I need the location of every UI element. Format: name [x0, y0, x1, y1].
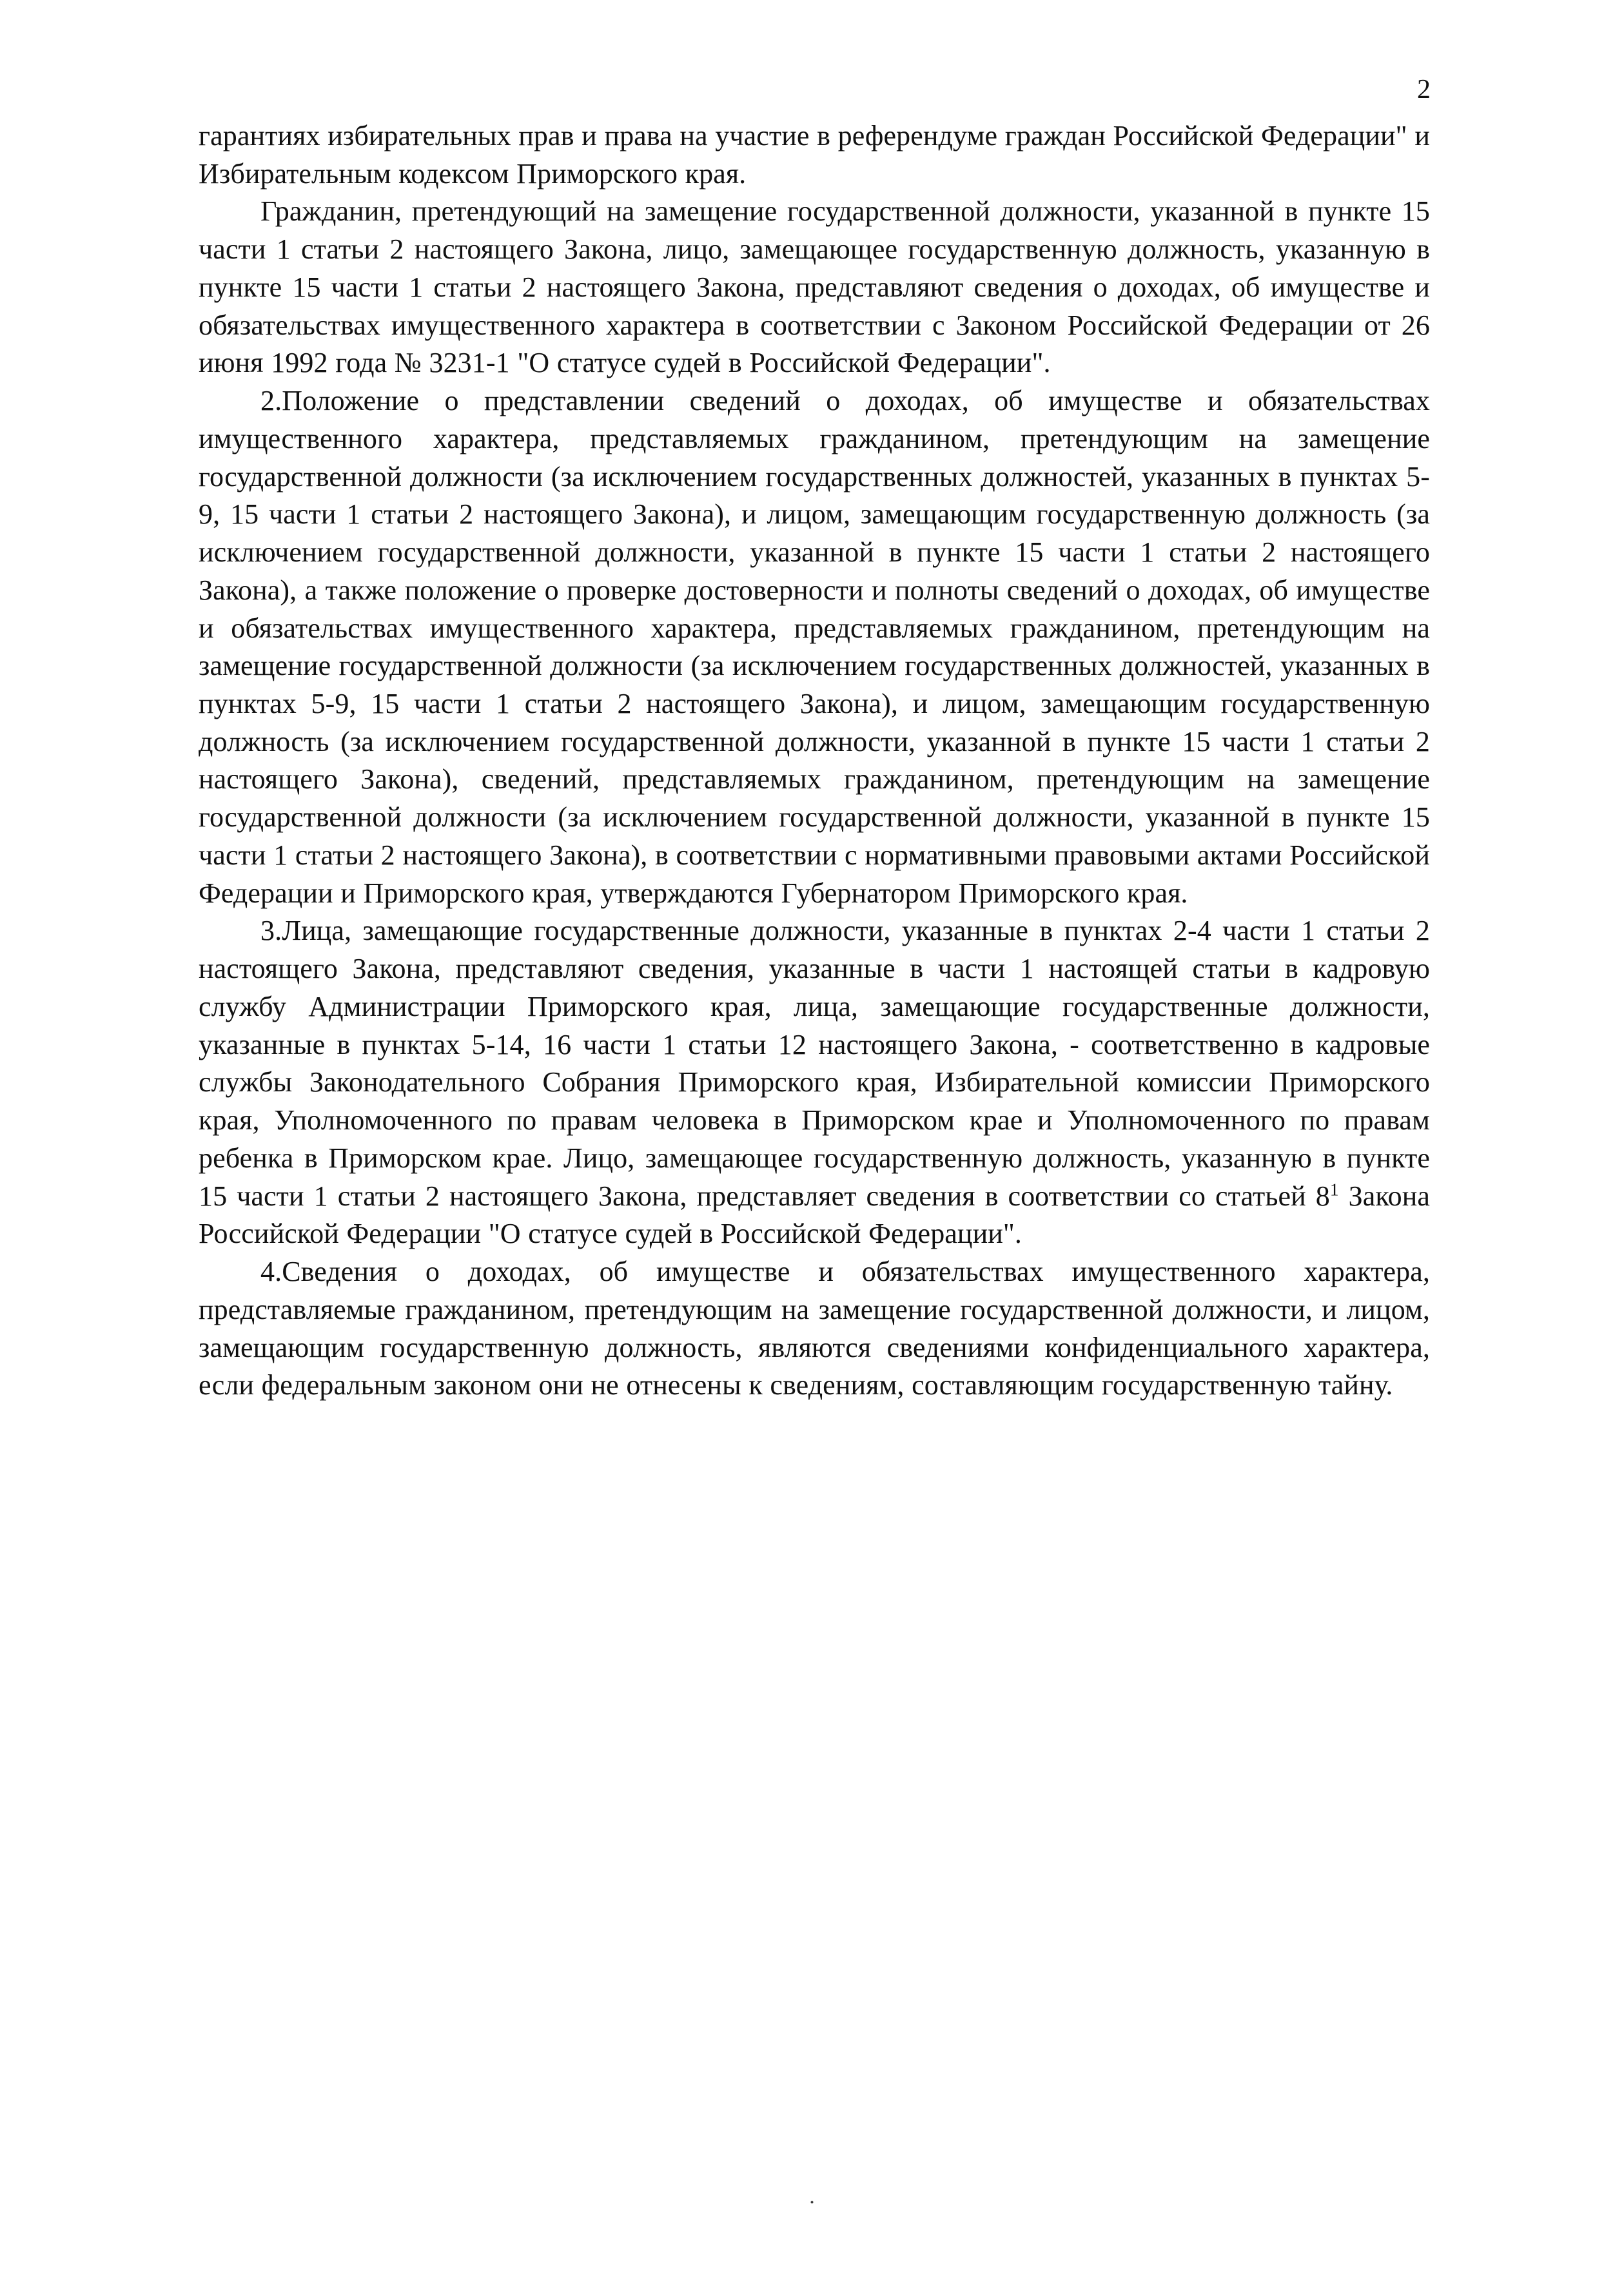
paragraph-citizen-declaration: Гражданин, претендующий на замещение государственной должности, указанной в пункте 15 части 1 статьи 2 настоящего Закона, лицо, замещающее государственную должность, указанную в пункте 15 части 1 статьи 2 настоящего Закона, представляют сведения о доходах, об имуществе и обязательствах имущественного характера в соответствии с Законом Российской Федерации от 26 июня 1992 года № 3231-1 "О статусе судей в Российской Федерации".: [199, 195, 1430, 379]
paragraph-continuation: гарантиях избирательных прав и права на участие в референдуме граждан Российской Федерации" и Избирательным кодексом Приморского края.: [199, 120, 1430, 190]
footnote-superscript: 1: [1329, 1179, 1339, 1199]
footer-mark: .: [809, 2185, 815, 2208]
page-number: 2: [1417, 75, 1431, 104]
paragraph-clause-3: [199, 912, 1430, 1253]
paragraph-clause-4: 4.Сведения о доходах, об имуществе и обязательствах имущественного характера, представляемые гражданином, претендующим на замещение государственной должности, и лицом, замещающим государственную должность, являются сведениями конфиденциального характера, если федеральным законом они не отнесены к сведениям, составляющим государственную тайну.: [199, 1256, 1430, 1401]
clause-3-text-part-2: Закона Российской Федерации "О статусе судей в Российской Федерации".: [199, 1180, 1430, 1250]
paragraph-clause-2: 2.Положение о представлении сведений о доходах, об имуществе и обязательствах имущественного характера, представляемых гражданином, претендующим на замещение государственной должности (за исключением государственных должностей, указанных в пунктах 5-9, 15 части 1 статьи 2 настоящего Закона), и лицом, замещающим государственную должность (за исключением государственной должности, указанной в пункте 15 части 1 статьи 2 настоящего Закона), а также положение о проверке достоверности и полноты сведений о доходах, об имуществе и обязательствах имущественного характера, представляемых гражданином, претендующим на замещение государственной должности (за исключением государственных должностей, указанных в пунктах 5-9, 15 части 1 статьи 2 настоящего Закона), и лицом, замещающим государственную должность (за исключением государственной должности, указанной в пункте 15 части 1 статьи 2 настоящего Закона), сведений, представляемых гражданином, претендующим на замещение государственной должности (за исключением государственной должности, указанной в пункте 15 части 1 статьи 2 настоящего Закона), в соответствии с нормативными правовыми актами Российской Федерации и Приморского края, утверждаются Губернатором Приморского края.: [199, 385, 1430, 909]
document-body: [199, 117, 1430, 1405]
clause-3-text-part-1: 3.Лица, замещающие государственные должности, указанные в пунктах 2-4 части 1 статьи 2 настоящего Закона, представляют сведения, указанные в части 1 настоящей статьи в кадровую службу Администрации Приморского края, лица, замещающие государственные должности, указанные в пунктах 5-14, 16 части 1 статьи 12 настоящего Закона, - соответственно в кадровые службы Законодательного Собрания Приморского края, Избирательной комиссии Приморского края, Уполномоченного по правам человека в Приморском крае и Уполномоченного по правам ребенка в Приморском крае. Лицо, замещающее государственную должность, указанную в пункте 15 части 1 статьи 2 настоящего Закона, представляет сведения в соответствии со статьей 8: [199, 915, 1430, 1212]
